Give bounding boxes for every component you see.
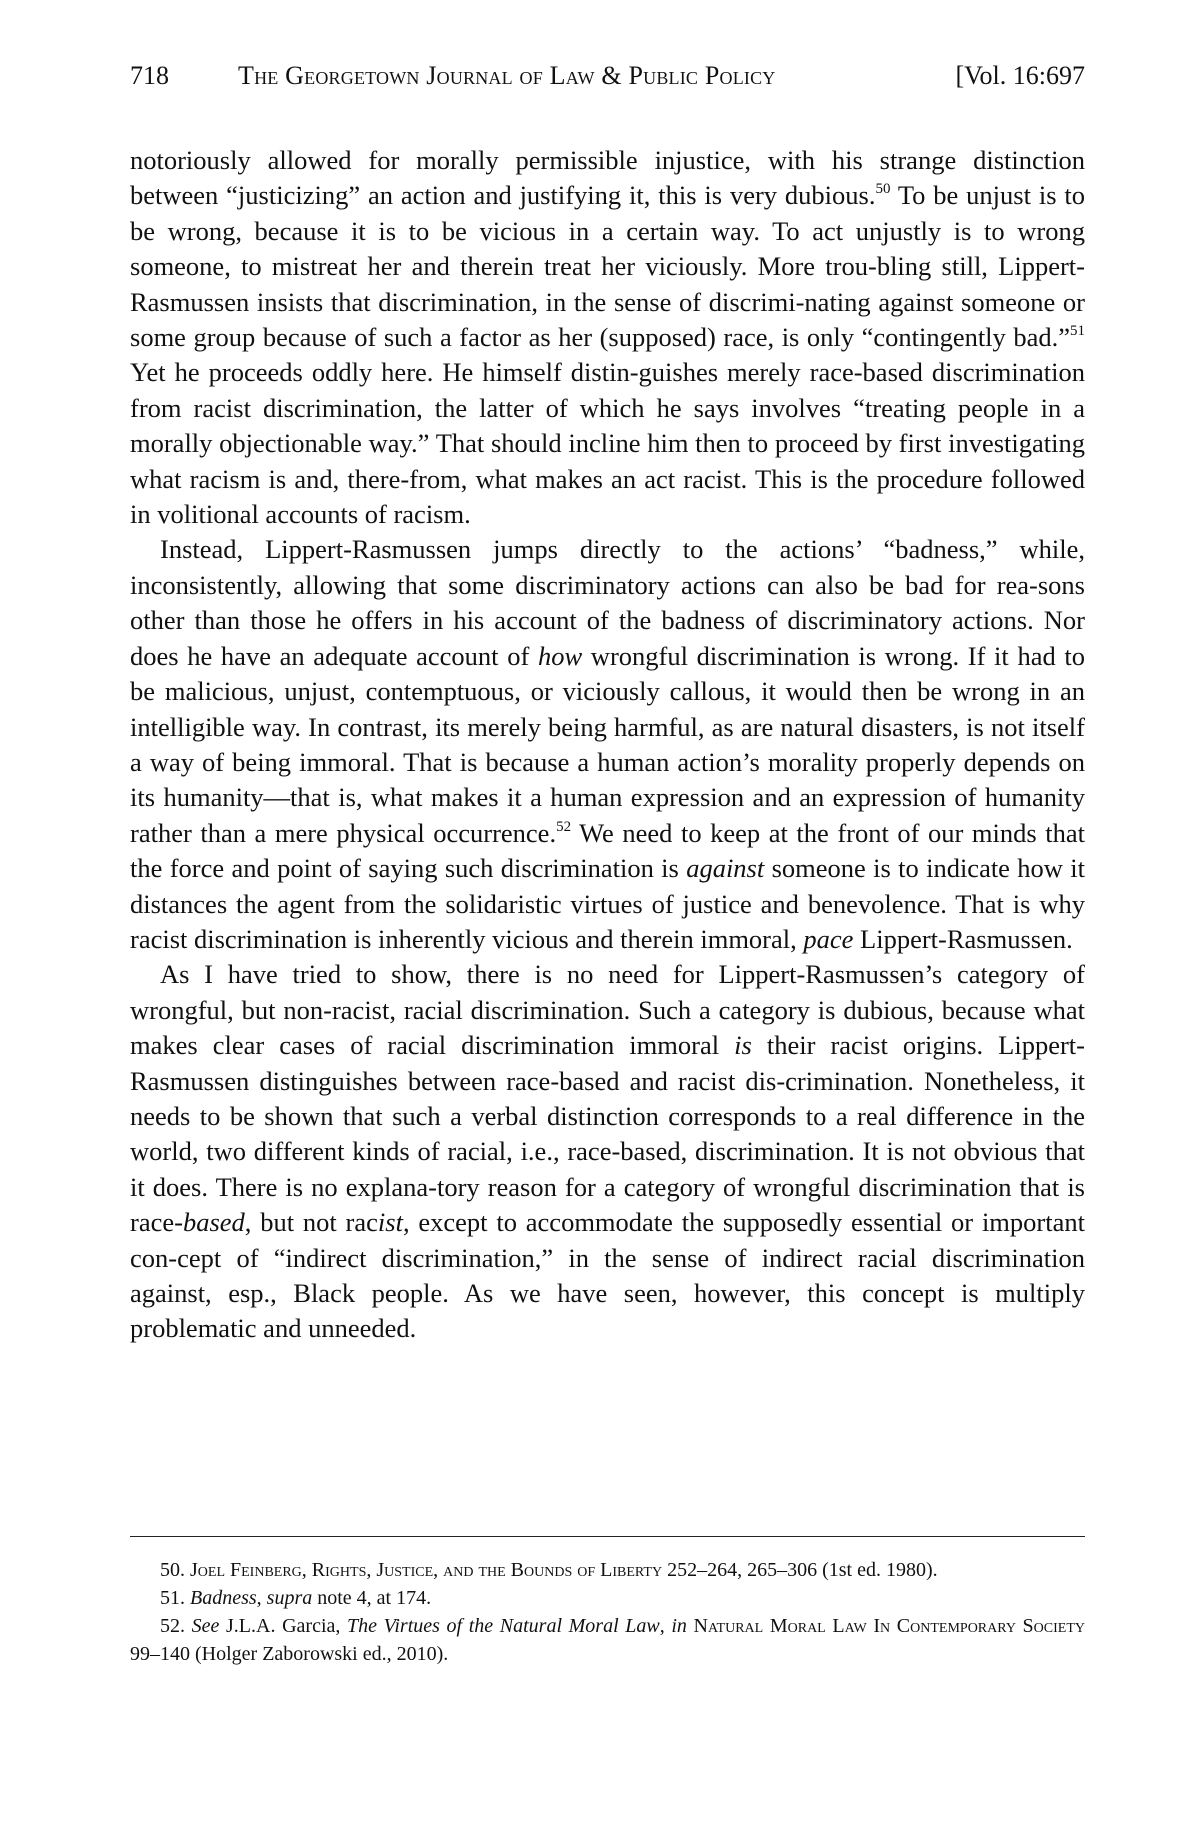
text-run: To be unjust is to be wrong, because it is to be vicious in a certain way. To act unjustly is to wrong someone, to mistreat her and therein treat her viciously. More trou-bling still, Lippert-Rasmussen insists that discrimination, in the sense of discrimi-nating against someone or some group because of such a factor as her (supposed) race, is only “contingently bad.” xyxy=(130,180,1085,353)
paragraph-2 xyxy=(130,532,1085,957)
emphasis: based xyxy=(182,1207,245,1238)
footnote-ref-52: 52 xyxy=(556,818,572,835)
paragraph-1 xyxy=(130,143,1085,532)
text-run: 99–140 (Holger Zaborowski ed., 2010). xyxy=(130,1643,449,1665)
footnote-number: 52. xyxy=(160,1615,192,1637)
text-run: 252–264, 265–306 (1st ed. 1980). xyxy=(662,1559,938,1581)
journal-title: The Georgetown Journal of Law & Public Policy xyxy=(238,61,776,90)
footnote-50 xyxy=(130,1556,1085,1584)
footnote-ref-50: 50 xyxy=(875,181,891,198)
footnotes xyxy=(130,1556,1085,1668)
page-number: 718 xyxy=(130,61,169,90)
text-run: , xyxy=(256,1587,267,1609)
paragraph-3 xyxy=(130,957,1085,1346)
emphasis: ist xyxy=(377,1207,403,1238)
text-run: Lippert-Rasmussen. xyxy=(853,923,1073,954)
emphasis: is xyxy=(734,1030,752,1061)
text-run: note 4, at 174. xyxy=(312,1587,432,1609)
text-run: We need to keep at the front of our minds that the force and point of saying such discrimination is xyxy=(130,817,1085,884)
text-run: Yet he proceeds oddly here. He himself distin-guishes merely race-based discrimination from racist discrimination, the latter of which he says involves “treating people in a morally objectionable way.” That should incline him then to proceed by first investigating what racism is and, there-from, what makes an act racist. This is the procedure followed in volitional accounts of racism. xyxy=(130,357,1085,530)
text-run: J.L.A. Garcia, xyxy=(219,1615,347,1637)
footnote-book-title: Natural Moral Law In Contemporary Society xyxy=(686,1615,1085,1637)
footnote-title: Badness xyxy=(190,1587,257,1609)
text-run: , xyxy=(301,1559,312,1581)
emphasis: See xyxy=(191,1615,220,1637)
text-run: , xyxy=(659,1615,672,1637)
emphasis: how xyxy=(537,640,583,671)
text-run: their racist origins. Lippert-Rasmussen distinguishes between race-based and racist dis-crimination. Nonetheless, it needs to be shown that such a verbal distinction corresponds to a real difference in the world, two different kinds of racial, i.e., race-based, discrimination. It is not obvious that it does. There is no explana-tory reason for a category of wrongful discrimination that is race- xyxy=(130,1030,1085,1238)
emphasis: against xyxy=(686,853,765,884)
emphasis: supra xyxy=(266,1587,313,1609)
footnote-divider xyxy=(130,1536,1085,1537)
emphasis: in xyxy=(671,1615,687,1637)
footnote-title: The Virtues of the Natural Moral Law xyxy=(347,1615,660,1637)
body-text xyxy=(130,143,1085,1347)
text-run: wrongful discrimination is wrong. If it had to be malicious, unjust, contemptuous, or viciously callous, it would then be wrong in an intelligible way. In contrast, its merely being harmful, as are natural disasters, is not itself a way of being immoral. That is because a human action’s morality properly depends on its humanity—that is, what makes it a human expression and an expression of humanity rather than a mere physical occurrence. xyxy=(130,640,1085,848)
footnote-ref-51: 51 xyxy=(1070,323,1085,340)
footnote-51 xyxy=(130,1584,1085,1612)
footnote-number: 50. xyxy=(160,1559,190,1581)
text-run: , except to accommodate the supposedly essential or important con-cept of “indirect discrimination,” in the sense of indirect racial discrimination against, esp., Black people. As we have seen, however, this concept is multiply problematic and unneeded. xyxy=(130,1207,1085,1344)
text-run: notoriously allowed for morally permissible injustice, with his strange distinction between “justicizing” an action and justifying it, this is very dubious. xyxy=(130,145,1085,211)
running-header xyxy=(130,56,1085,96)
volume-citation: [Vol. 16:697 xyxy=(955,61,1085,90)
text-run: , but not rac xyxy=(244,1207,378,1238)
footnote-number: 51. xyxy=(160,1587,190,1609)
text-run: Instead, Lippert-Rasmussen jumps directly to the actions’ “badness,” while, inconsistently, allowing that some discriminatory actions can also be bad for rea-sons other than those he offers in his account of the badness of discriminatory actions. Nor does he have an adequate account of xyxy=(130,534,1085,671)
text-run: someone is to indicate how it distances the agent from the solidaristic virtues of justice and benevolence. That is why racist discrimination is inherently vicious and therein immoral, xyxy=(130,853,1085,954)
footnote-52 xyxy=(130,1612,1085,1668)
footnote-title: Rights, Justice, and the Bounds of Liberty xyxy=(311,1559,663,1581)
emphasis: pace xyxy=(803,923,854,954)
text-run: As I have tried to show, there is no need for Lippert-Rasmussen’s category of wrongful, but non-racist, racial discrimination. Such a category is dubious, because what makes clear cases of racial discrimination immoral xyxy=(130,959,1085,1061)
footnote-author: Joel Feinberg xyxy=(190,1559,302,1581)
document-page xyxy=(130,0,1085,1824)
